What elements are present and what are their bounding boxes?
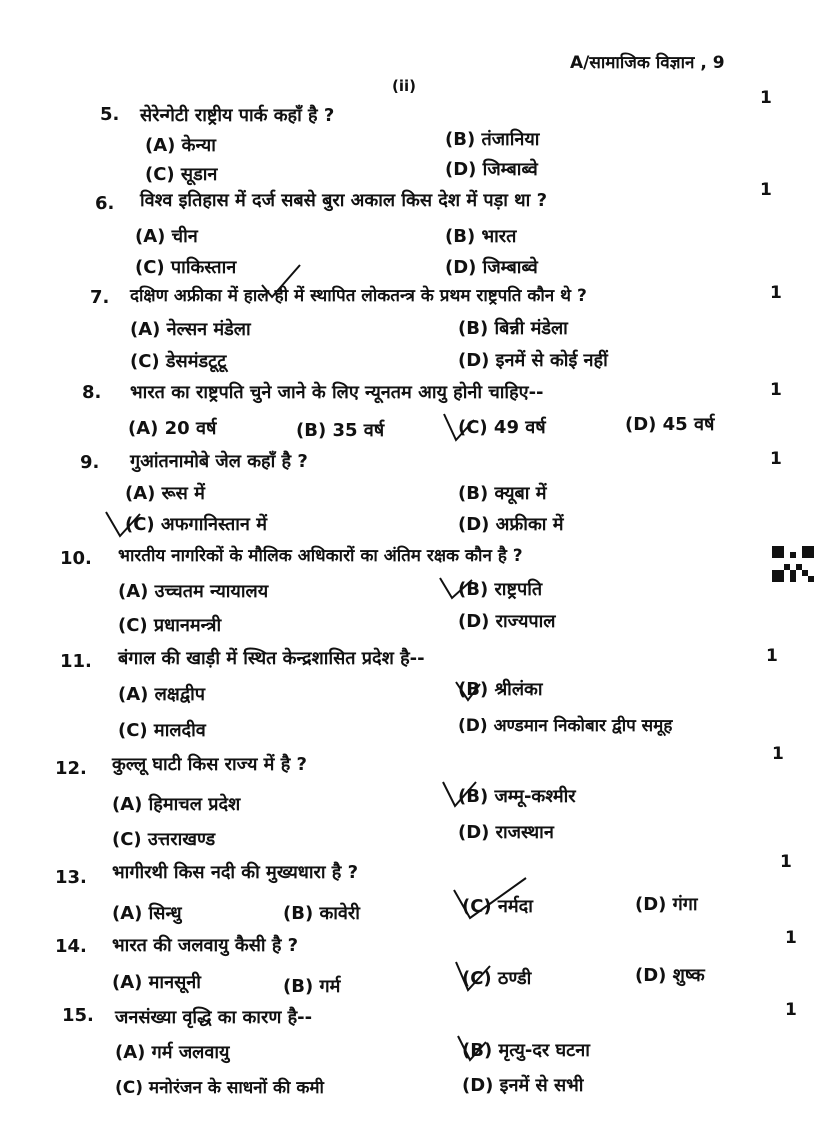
question-text: भारतीय नागरिकों के मौलिक अधिकारों का अंतिम रक्षक कौन है ? (118, 546, 523, 566)
option-a: (A) चीन (135, 226, 198, 247)
question-text: बंगाल की खाड़ी में स्थित केन्द्रशासित प्रदेश है-- (118, 648, 425, 669)
qr-code-icon (772, 546, 814, 582)
option-b: (B) भारत (445, 226, 517, 247)
option-d: (D) शुष्क (635, 965, 705, 986)
option-d: (D) इनमें से सभी (462, 1075, 584, 1096)
subject-header: A/सामाजिक विज्ञान , 9 (570, 53, 725, 73)
option-a: (A) नेल्सन मंडेला (130, 319, 251, 340)
question-marks: 1 (760, 88, 772, 108)
question-text: सेरेन्गेटी राष्ट्रीय पार्क कहाँ है ? (140, 105, 335, 126)
option-b: (B) गर्म (283, 976, 341, 997)
option-a: (A) केन्या (145, 135, 216, 156)
option-c: (C) सूडान (145, 164, 218, 185)
option-a: (A) 20 वर्ष (128, 418, 217, 439)
page-number: (ii) (392, 77, 416, 95)
question-text: विश्व इतिहास में दर्ज सबसे बुरा अकाल किस देश में पड़ा था ? (140, 190, 548, 211)
option-c: (C) मनोरंजन के साधनों की कमी (115, 1078, 324, 1098)
question-marks: 1 (770, 449, 782, 469)
option-d: (D) इनमें से कोई नहीं (458, 350, 608, 371)
option-b: (B) बिन्नी मंडेला (458, 318, 568, 339)
question-number: 14. (55, 936, 87, 957)
option-b: (B) राष्ट्रपति (458, 579, 543, 600)
option-c: (C) ठण्डी (462, 968, 532, 989)
option-b: (B) क्यूबा में (458, 483, 547, 504)
option-c: (C) अफगानिस्तान में (125, 514, 267, 535)
option-c: (C) मालदीव (118, 720, 206, 741)
option-c: (C) डेसमंडटूटू (130, 351, 227, 372)
option-b: (B) मृत्यु-दर घटना (462, 1040, 590, 1061)
question-number: 9. (80, 452, 100, 473)
option-a: (A) उच्चतम न्यायालय (118, 581, 269, 602)
question-marks: 1 (770, 380, 782, 400)
option-d: (D) अफ्रीका में (458, 514, 564, 535)
question-text: गुआंतनामोबे जेल कहाँ है ? (130, 451, 308, 472)
question-number: 12. (55, 758, 87, 779)
question-text: कुल्लू घाटी किस राज्य में है ? (112, 754, 307, 775)
question-marks: 1 (780, 852, 792, 872)
question-number: 13. (55, 867, 87, 888)
option-d: (D) गंगा (635, 894, 698, 915)
question-marks: 1 (766, 646, 778, 666)
question-marks: 1 (785, 928, 797, 948)
option-a: (A) रूस में (125, 483, 205, 504)
option-c: (C) उत्तराखण्ड (112, 829, 216, 850)
option-c: (C) पाकिस्तान (135, 257, 237, 278)
question-number: 8. (82, 382, 102, 403)
option-b: (B) जम्मू-कश्मीर (458, 786, 576, 807)
question-marks: 1 (772, 744, 784, 764)
question-number: 7. (90, 287, 110, 308)
option-a: (A) सिन्धु (112, 903, 182, 924)
option-d: (D) राज्यपाल (458, 611, 556, 632)
question-marks: 1 (785, 1000, 797, 1020)
option-d: (D) जिम्बाब्वे (445, 159, 538, 180)
question-number: 11. (60, 651, 92, 672)
question-marks: 1 (760, 180, 772, 200)
option-b: (B) तंजानिया (445, 129, 540, 150)
option-c: (C) प्रधानमन्त्री (118, 615, 222, 636)
question-number: 5. (100, 104, 120, 125)
option-c: (C) नर्मदा (462, 896, 533, 917)
option-a: (A) लक्षद्वीप (118, 684, 205, 705)
question-number: 10. (60, 548, 92, 569)
question-number: 15. (62, 1005, 94, 1026)
question-number: 6. (95, 193, 115, 214)
option-d: (D) 45 वर्ष (625, 414, 715, 435)
option-c: (C) 49 वर्ष (458, 417, 546, 438)
option-a: (A) गर्म जलवायु (115, 1042, 230, 1063)
option-b: (B) 35 वर्ष (296, 420, 385, 441)
question-text: भारत की जलवायु कैसी है ? (112, 935, 299, 956)
option-b: (B) कावेरी (283, 903, 360, 924)
option-d: (D) जिम्बाब्वे (445, 257, 538, 278)
question-text: दक्षिण अफ्रीका में हाल ही में स्थापित लोकतन्त्र के प्रथम राष्ट्रपति कौन थे ? (130, 286, 587, 306)
option-d: (D) अण्डमान निकोबार द्वीप समूह (458, 716, 673, 736)
option-d: (D) राजस्थान (458, 822, 554, 843)
question-marks: 1 (770, 283, 782, 303)
option-a: (A) मानसूनी (112, 972, 201, 993)
question-text: भागीरथी किस नदी की मुख्यधारा है ? (112, 862, 359, 883)
question-text: भारत का राष्ट्रपति चुने जाने के लिए न्यूनतम आयु होनी चाहिए-- (130, 382, 544, 403)
question-text: जनसंख्या वृद्धि का कारण है-- (115, 1007, 313, 1028)
option-a: (A) हिमाचल प्रदेश (112, 794, 241, 815)
option-b: (B) श्रीलंका (458, 679, 543, 700)
